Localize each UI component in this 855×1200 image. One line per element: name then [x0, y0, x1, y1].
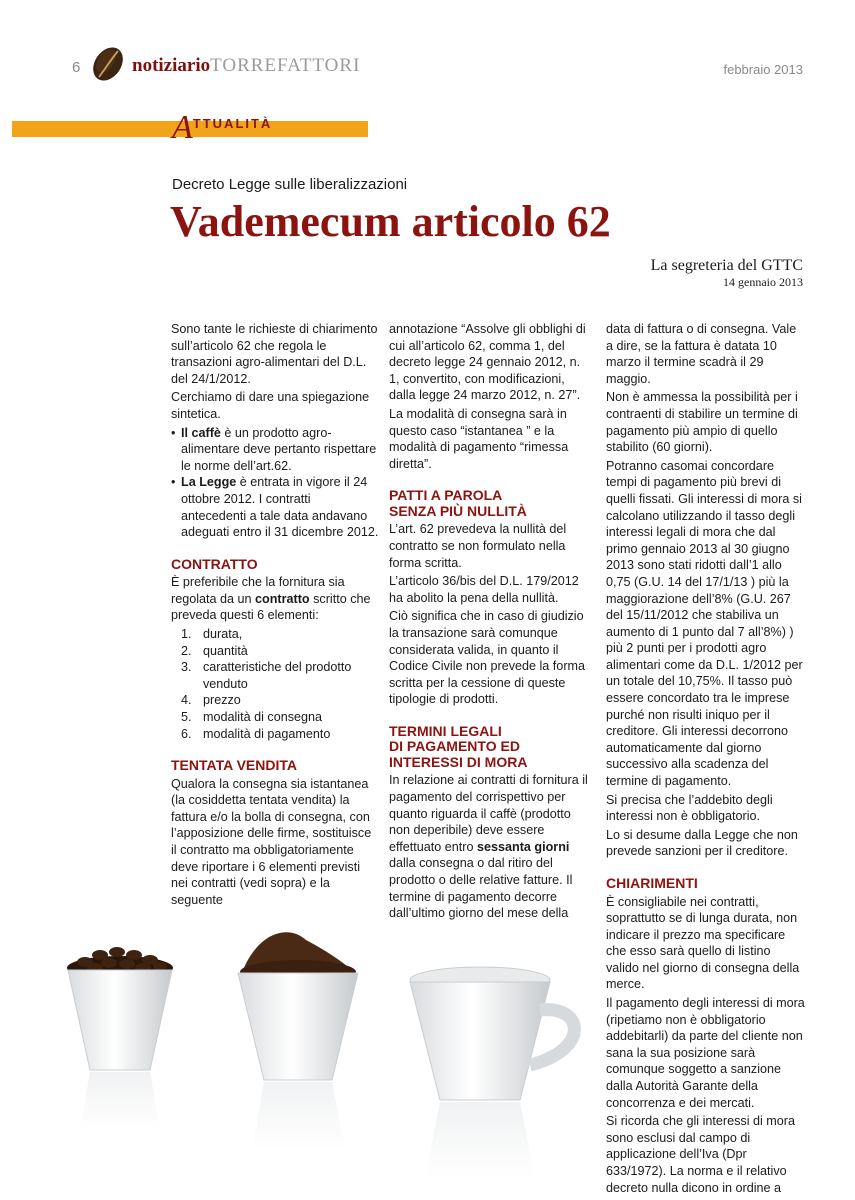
- byline: [651, 257, 803, 290]
- bullet-item: • Il caffè è un prodotto agro-alimentare deve pertanto rispettare le norme dell’art.62.: [171, 425, 377, 473]
- paragraph: annotazione “Assolve gli obblighi di cui all’articolo 62, comma 1, del decreto legge 24 gennaio 2012, n. 1, convertito, con modificazioni, dalla legge 24 marzo 2012, n. 27”.: [389, 322, 586, 403]
- paragraph: È consigliabile nei contratti, soprattutto se di lunga durata, non indicare il prezzo ma specificare che esso sarà quello di listino valido nel giorno di consegna della merce.: [606, 894, 800, 992]
- paragraph: Potranno casomai concordare tempi di pagamento più brevi di quelli fissati. Gli interessi di mora si calcolano utilizzando il tasso degli interessi legali di mora che dal primo gennaio 2013 al 30 giugno 2013 sono stati ridotti dall’1 allo 0,75 (G.U. 14 del 17/1/13 ) più la maggiorazione dell’8% (G.U. 267 del 15/11/2012 che stabiliva un aumento di 1 punto dal 7 all’8%) ) più 2 punti per i prodotti agro alimentari come da D.L. 1/2012 per un totale del 10,75%. Il tasso può essere concordato tra le imprese purché non risulti iniquo per il creditore. Gli interessi decorrono automaticamente dal giorno successivo alla scadenza del termine di pagamento.: [606, 458, 803, 789]
- paragraph: Il pagamento degli interessi di mora (ripetiamo non è obbligatorio addebitarli) da parte del cliente non sana la sua posizione sarà comunque soggetto a sanzione dalla Autorità Garante della concorrenza e dei mercati.: [606, 996, 805, 1110]
- column-1: [171, 321, 379, 910]
- heading-termini: TERMINI LEGALI DI PAGAMENTO ED INTERESSI DI MORA: [389, 722, 528, 770]
- column-3: [606, 321, 806, 1198]
- paragraph: Si ricorda che gli interessi di mora sono esclusi dal campo di applicazione dell’Iva (Dpr 633/1972). La norma e il relativo decreto nulla dicono in ordine a: [606, 1114, 795, 1195]
- brand-title: [132, 55, 360, 77]
- heading-chiarimenti: CHIARIMENTI: [606, 875, 698, 891]
- cup-beans: [67, 947, 173, 1130]
- author-name: La segreteria del GTTC: [650, 257, 803, 274]
- section-rest: TTUALITÀ: [192, 116, 273, 131]
- brand-secondary: TORREFATTORI: [210, 55, 361, 76]
- issue-date: febbraio 2013: [723, 62, 803, 77]
- paragraph: Qualora la consegna sia istantanea (la cosiddetta tentata vendita) la fattura e/o la bolla di consegna, con l’apposizione delle firme, sostituisce il contratto ma obbligatoriamente deve riportare i 6 elementi previsti nei contratti (vedi sopra) e la seguente: [171, 776, 372, 907]
- list-item: 2. quantità: [181, 643, 248, 658]
- coffee-cups-illustration: [0, 900, 600, 1200]
- paragraph: L’art. 62 prevedeva la nullità del contratto se non formulato nella forma scritta.: [389, 522, 567, 570]
- list-item: 6. modalità di pagamento: [181, 726, 331, 741]
- paragraph: Sono tante le richieste di chiarimento sull’articolo 62 che regola le transazioni agro-alimentari del D.L. del 24/1/2012.: [171, 322, 378, 386]
- page-number: 6: [72, 59, 81, 76]
- section-initial: A: [172, 109, 193, 146]
- column-2: [389, 321, 594, 924]
- paragraph: data di fattura o di consegna. Vale a dire, se la fattura è datata 10 marzo il termine scadrà il 29 maggio.: [606, 322, 797, 386]
- list-item: 3. caratteristiche del prodotto venduto: [181, 660, 352, 691]
- bullet-text: è un prodotto agro-alimentare deve pertanto rispettare le norme dell’art.62.: [181, 425, 377, 473]
- bullet-text: è entrata in vigore il 24 ottobre 2012. I contratti antecedenti a tale data andavano adeguati entro il 31 dicembre 2012.: [181, 475, 379, 540]
- bullet-bold: Il caffè: [181, 425, 221, 440]
- bullet-item: • La Legge è entrata in vigore il 24 ottobre 2012. I contratti antecedenti a tale data andavano adeguati entro il 31 dicembre 2012.: [171, 475, 379, 540]
- cup-empty: [410, 967, 574, 1180]
- heading-tentata-vendita: TENTATA VENDITA: [171, 757, 297, 774]
- brand-primary: notiziario: [132, 55, 211, 76]
- paragraph: Ciò significa che in caso di giudizio la transazione sarà comunque considerata valida, in quanto il Codice Civile non prevede la forma scritta per la cessione di queste tipologie di prodotti.: [389, 609, 586, 707]
- list-item: 4. prezzo: [181, 693, 241, 708]
- paragraph: Non è ammessa la possibilità per i contraenti di stabilire un termine di pagamento più ampio di quello stabilito (60 giorni).: [606, 390, 798, 455]
- paragraph: L’articolo 36/bis del D.L. 179/2012 ha abolito la pena della nullità.: [389, 574, 579, 605]
- article-title: Vademecum articolo 62: [170, 197, 611, 246]
- paragraph: In relazione ai contratti di fornitura il pagamento del corrispettivo per quanto riguarda il caffè (prodotto non deperibile) deve essere effettuato entro sessanta giorni dalla consegna o dal ritiro del prodotto o delle relative fatture. Il termine di pagamento decorre dall’ultimo giorno del mese della: [389, 773, 588, 921]
- coffee-bean-logo-icon: [90, 44, 126, 84]
- paragraph: È preferibile che la fornitura sia regolata da un contratto scritto che preveda questi 6 elementi:: [171, 575, 371, 623]
- bullet-bold: La Legge: [181, 475, 237, 490]
- heading-contratto: CONTRATTO: [171, 555, 258, 572]
- paragraph: Cerchiamo di dare una spiegazione sintetica.: [171, 390, 370, 421]
- section-label: [172, 110, 272, 150]
- cup-ground-coffee: [238, 932, 358, 1150]
- paragraph: Lo si desume dalla Legge che non prevede sanzioni per il creditore.: [606, 827, 798, 859]
- heading-patti: PATTI A PAROLA SENZA PIÙ NULLITÀ: [389, 487, 527, 519]
- paragraph: Si precisa che l’addebito degli interessi non è obbligatorio.: [606, 792, 773, 824]
- paragraph: La modalità di consegna sarà in questo caso “istantanea ” e la modalità di pagamento “rimessa diretta”.: [389, 406, 569, 471]
- author-date: 14 gennaio 2013: [723, 275, 803, 289]
- list-item: 5. modalità di consegna: [181, 709, 323, 724]
- article-kicker: Decreto Legge sulle liberalizzazioni: [172, 176, 408, 193]
- list-item: 1. durata,: [181, 627, 243, 641]
